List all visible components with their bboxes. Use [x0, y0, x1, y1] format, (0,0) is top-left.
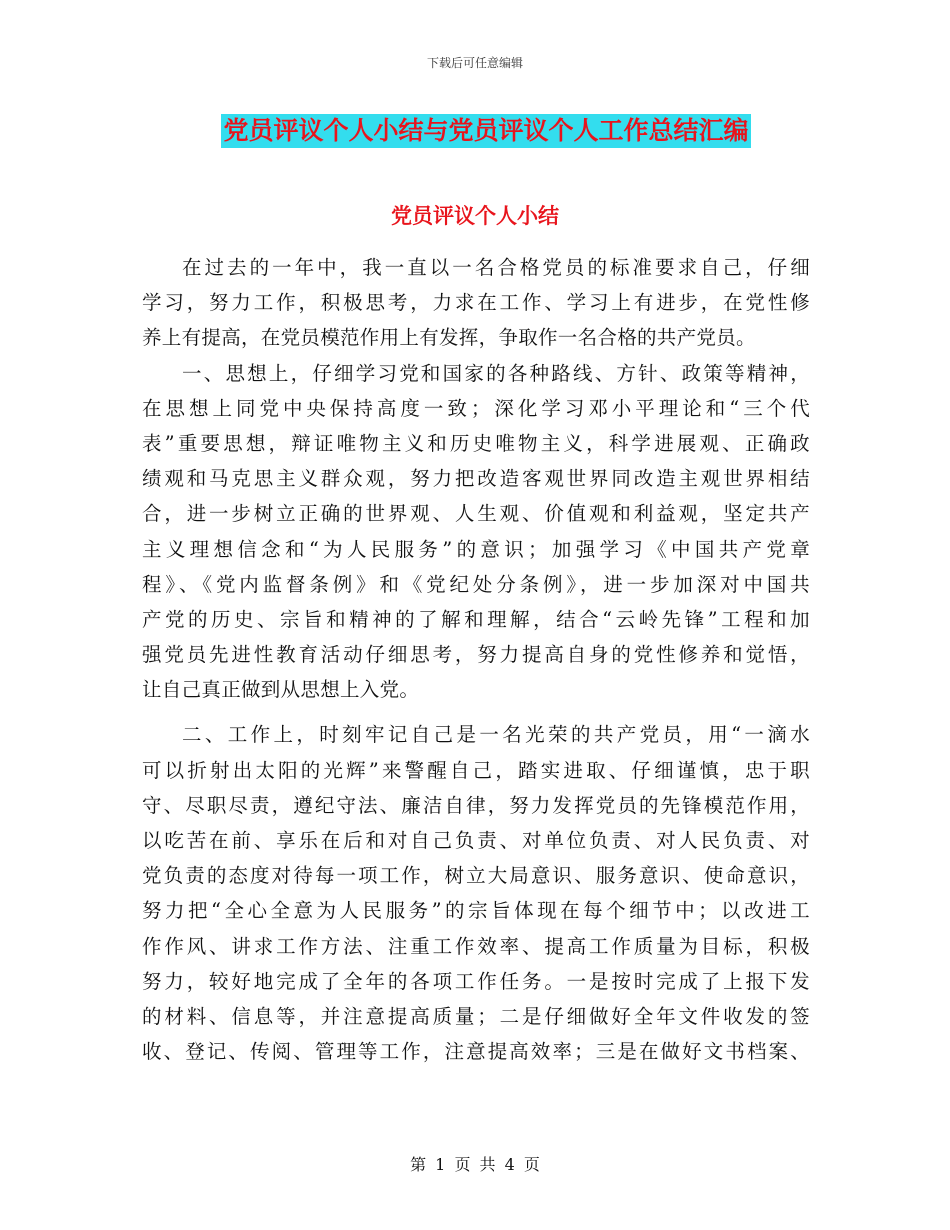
paragraph-line: 努力把“全心全意为人民服务”的宗旨体现在每个细节中；以改进工 [142, 899, 810, 923]
paragraph-line: 二、工作上，时刻牢记自己是一名光荣的共产党员，用“一滴水 [182, 723, 810, 747]
header-note: 下载后可任意编辑 [426, 56, 523, 70]
main-title-wrap [0, 114, 950, 148]
paragraph-gap [142, 707, 810, 717]
paragraph-line: 可以折射出太阳的光辉”来警醒自己，踏实进取、仔细谨慎，忠于职 [142, 758, 810, 782]
document-title: 党员评议个人小结与党员评议个人工作总结汇编 [221, 114, 750, 148]
paragraph-line: 合，进一步树立正确的世界观、人生观、价值观和利益观，坚定共产 [142, 502, 810, 526]
paragraph-line: 绩观和马克思主义群众观，努力把改造客观世界同改造主观世界相结 [142, 467, 810, 491]
paragraph-line: 让自己真正做到从思想上入党。 [142, 678, 420, 702]
paragraph-line: 党负责的态度对待每一项工作，树立大局意识、服务意识、使命意识， [142, 864, 810, 888]
paragraph-line: 主义理想信念和“为人民服务”的意识；加强学习《中国共产党章 [142, 537, 810, 561]
paragraph-line: 守、尽职尽责，遵纪守法、廉洁自律，努力发挥党员的先锋模范作用， [142, 793, 810, 817]
section-title: 党员评议个人小结 [391, 203, 559, 228]
paragraph-line: 在过去的一年中，我一直以一名合格党员的标准要求自己，仔细 [182, 256, 810, 279]
paragraph-line: 程》、《党内监督条例》和《党纪处分条例》，进一步加深对中国共 [142, 572, 810, 596]
paragraph-line: 作作风、讲求工作方法、注重工作效率、提高工作质量为目标，积极 [142, 934, 810, 958]
paragraph-line: 收、登记、传阅、管理等工作，注意提高效率；三是在做好文书档案、 [142, 1040, 810, 1064]
paragraph-line: 的材料、信息等，并注意提高质量；二是仔细做好全年文件收发的签 [142, 1004, 810, 1028]
paragraph-line: 养上有提高，在党员模范作用上有发挥，争取作一名合格的共产党员。 [142, 326, 756, 350]
body-text [142, 250, 810, 1069]
paragraph-line: 产党的历史、宗旨和精神的了解和理解，结合“云岭先锋”工程和加 [142, 607, 810, 631]
paragraph-line: 以吃苦在前、享乐在后和对自己负责、对单位负责、对人民负责、对 [142, 829, 810, 852]
paragraph-line: 学习，努力工作，积极思考，力求在工作、学习上有进步，在党性修 [142, 291, 810, 315]
paragraph-line: 努力，较好地完成了全年的各项工作任务。一是按时完成了上报下发 [142, 969, 810, 993]
paragraph-line: 表”重要思想，辩证唯物主义和历史唯物主义，科学进展观、正确政 [142, 431, 810, 455]
paragraph-line: 在思想上同党中央保持高度一致；深化学习邓小平理论和“三个代 [142, 396, 810, 420]
page-footer: 第 1 页 共 4 页 [410, 1155, 540, 1174]
paragraph-line: 强党员先进性教育活动仔细思考，努力提高自身的党性修养和觉悟， [142, 643, 810, 667]
paragraph-line: 一、思想上，仔细学习党和国家的各种路线、方针、政策等精神， [182, 361, 810, 385]
